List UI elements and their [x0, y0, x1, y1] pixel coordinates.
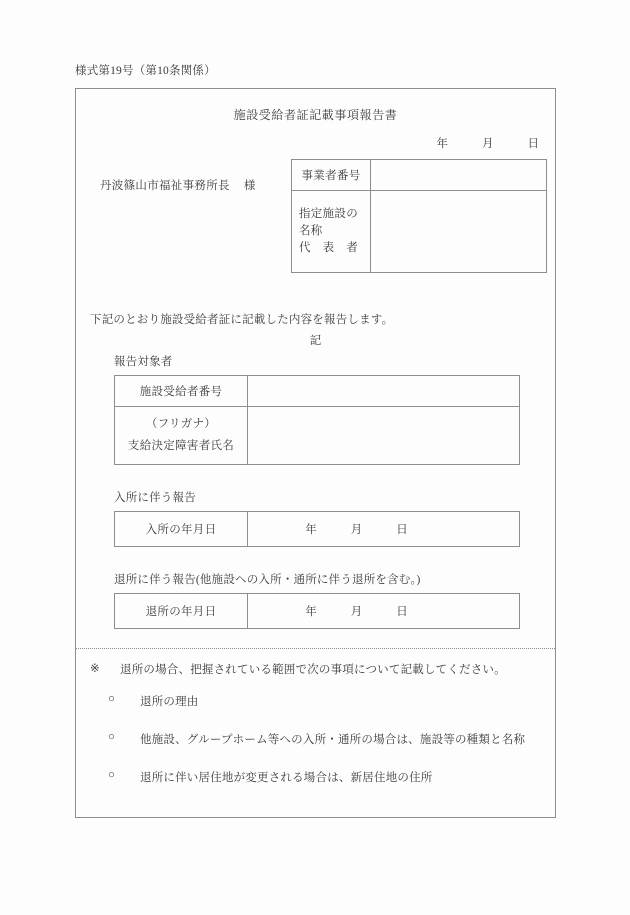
exit-year-label: 年: [305, 606, 317, 618]
note-main: [90, 661, 545, 677]
date-day-label: 日: [527, 138, 539, 150]
addressee: [100, 177, 256, 193]
facility-label-line2: 名称: [299, 225, 323, 238]
facility-name-label: [292, 191, 371, 273]
date-month-label: 月: [482, 138, 494, 150]
exit-month-label: 月: [350, 606, 363, 618]
facility-label-line3: 代 表 者: [299, 241, 358, 254]
addressee-honorific: 様: [243, 180, 256, 192]
exit-date-table: [114, 593, 520, 629]
entry-date-placeholders: [248, 521, 519, 537]
addressee-name: 丹波篠山市福祉事務所長: [100, 180, 230, 192]
entry-date-label: 入所の年月日: [115, 512, 248, 547]
list-item: [108, 731, 545, 747]
exit-date-field[interactable]: [248, 594, 520, 629]
circle-bullet-icon: ○: [108, 693, 116, 705]
report-target-table: [114, 375, 520, 465]
dotted-divider: [76, 648, 555, 649]
form-number: 様式第19号（第10条関係）: [75, 65, 216, 77]
entry-year-label: 年: [305, 524, 317, 536]
note-item-text: 退所の理由: [140, 696, 199, 708]
recipient-number-label: 施設受給者番号: [115, 376, 248, 407]
person-name-field[interactable]: [248, 407, 520, 465]
entry-month-label: 月: [350, 524, 363, 536]
entry-day-label: 日: [396, 524, 408, 536]
list-item: [108, 769, 545, 785]
person-name-label: [115, 407, 248, 465]
section-heading-target: 報告対象者: [114, 356, 173, 368]
business-info-table: [291, 159, 547, 273]
circle-bullet-icon: ○: [108, 769, 116, 781]
facility-label-line1: 指定施設の: [299, 208, 358, 221]
facility-name-field[interactable]: [371, 191, 547, 273]
exit-day-label: 日: [396, 606, 408, 618]
circle-bullet-icon: ○: [108, 731, 116, 743]
entry-date-table: [114, 511, 520, 547]
table-row: [115, 594, 520, 629]
table-row: [292, 160, 547, 191]
section-heading-entry: 入所に伴う報告: [114, 492, 196, 504]
date-year-label: 年: [436, 138, 448, 150]
table-row: [115, 376, 520, 407]
section-heading-exit: 退所に伴う報告(他施設への入所・通所に伴う退所を含む。): [114, 574, 421, 586]
note-main-text: 退所の場合、把握されている範囲で次の事項について記載してください。: [120, 664, 506, 676]
exit-date-placeholders: [248, 603, 519, 619]
furigana-label: （フリガナ）: [145, 417, 217, 430]
notes-section: [90, 661, 545, 807]
business-number-field[interactable]: [371, 160, 547, 191]
page-title: 施設受給者証記載事項報告書: [233, 108, 398, 122]
recipient-number-field[interactable]: [248, 376, 520, 407]
note-mark-icon: ※: [90, 663, 100, 675]
exit-date-label: 退所の年月日: [115, 594, 248, 629]
business-number-label: 事業者番号: [292, 160, 371, 191]
note-item-text: 他施設、グループホーム等への入所・通所の場合は、施設等の種類と名称: [140, 734, 526, 746]
table-row: [115, 512, 520, 547]
table-row: [115, 407, 520, 465]
statement-text: 下記のとおり施設受給者証に記載した内容を報告します。: [90, 314, 394, 326]
ki-marker: 記: [309, 335, 322, 347]
submission-date-line: [437, 135, 540, 151]
entry-date-field[interactable]: [248, 512, 520, 547]
note-item-text: 退所に伴い居住地が変更される場合は、新居住地の住所: [140, 772, 433, 784]
recipient-name-label: 支給決定障害者氏名: [127, 439, 235, 452]
form-frame: [75, 88, 556, 818]
table-row: [292, 191, 547, 273]
list-item: [108, 693, 545, 709]
